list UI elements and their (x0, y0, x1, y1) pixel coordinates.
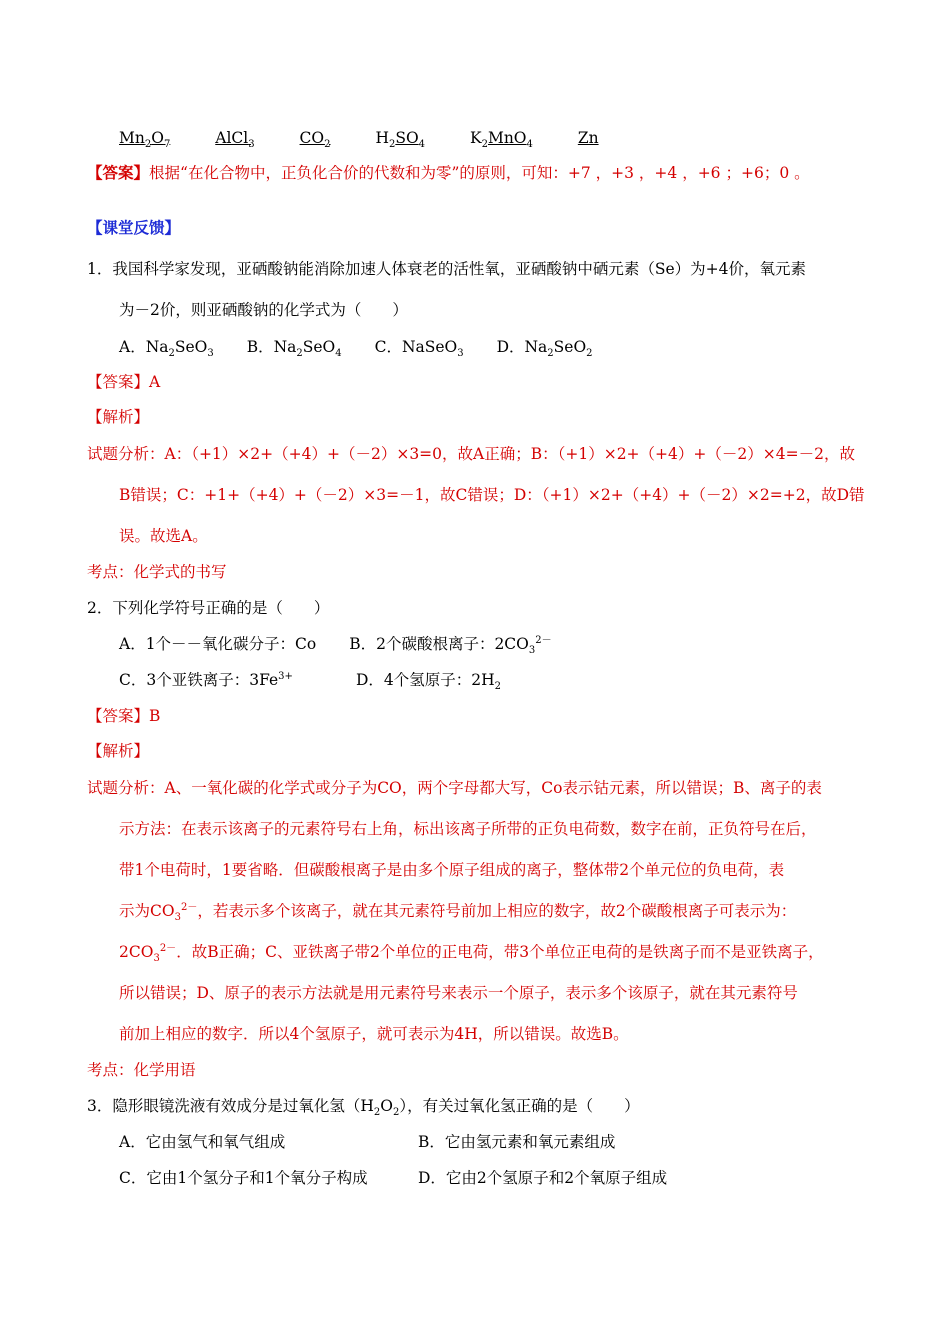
q3-option-c: C．它由1个氢分子和1个氧分子构成 (119, 1169, 368, 1187)
q1-option-d: D．$Na_2SeO_2$ (496, 338, 593, 360)
q1-kaodian: 考点：化学式的书写 (87, 563, 227, 581)
q1-answer: 【答案】A (87, 373, 161, 391)
q2-option-d: D．4个氢原子：$2H_2$ (356, 671, 502, 693)
q2-kaodian: 考点：化学用语 (87, 1061, 196, 1079)
formula-h2so4: $H_2SO_4$ (375, 129, 426, 151)
q1-stem-line2: 为－2价，则亚硒酸钠的化学式为（ ） (119, 301, 408, 319)
q1-option-c: C．NaSeO$_3$ (374, 338, 464, 360)
q2-analysis-line7: 前加上相应的数字．所以4个氢原子，就可表示为4H，所以错误。故选B。 (119, 1025, 629, 1043)
formula-zn: Zn (577, 129, 599, 147)
formula-row (119, 127, 639, 149)
answer-valence (87, 162, 810, 184)
answer-text: 根据“在化合物中，正负化合价的代数和为零”的原则，可知：+7 ，+3 ，+4 ，+6 ；+6；0 。 (149, 164, 810, 182)
q1-analysis-line1: 试题分析：A：（+1）×2+（+4）+（－2）×3=0，故A正确；B：（+1）×2+（+4）+（－2）×4=－2，故 (87, 445, 855, 463)
q1-option-a: A．$Na_2SeO_3$ (119, 338, 214, 360)
q2-analysis-line1: 试题分析：A、一氧化碳的化学式或分子为CO，两个字母都大写，Co表示钴元素，所以错误；B、离子的表 (87, 779, 822, 797)
q2-analysis-line6: 所以错误；D、原子的表示方法就是用元素符号来表示一个原子，表示多个该原子，就在其元素符号 (119, 984, 798, 1002)
section-title: 【课堂反馈】 (87, 218, 181, 237)
formula-alcl3: AlCl$_3$ (215, 129, 255, 151)
q1-analysis-line3: 误。故选A。 (119, 527, 208, 545)
q2-analysis-line2: 示方法：在表示该离子的元素符号右上角，标出该离子所带的正负电荷数，数字在前，正负符号在后， (119, 820, 817, 838)
q2-options-row1 (119, 633, 552, 655)
q2-answer: 【答案】B (87, 707, 161, 725)
q1-options (119, 336, 593, 358)
q2-option-a: A．1个－－氧化碳分子：Co (119, 635, 317, 653)
q2-analysis-line3: 带1个电荷时，1要省略．但碳酸根离子是由多个原子组成的离子，整体带2个单元位的负电荷，表 (119, 861, 785, 879)
q1-stem-line1: 1．我国科学家发现，亚硒酸钠能消除加速人体衰老的活性氧，亚硒酸钠中硒元素（Se）为+4价，氧元素 (87, 260, 807, 278)
q3-option-b: B．它由氢元素和氧元素组成 (418, 1133, 616, 1151)
q1-option-b: B．$Na_2SeO_4$ (246, 338, 342, 360)
q2-stem: 2．下列化学符号正确的是（ ） (87, 599, 330, 617)
q3-options-row1 (119, 1131, 615, 1153)
answer-tag: 【答案】 (87, 163, 150, 182)
q1-analysis-line2: B错误；C：+1+（+4）+（－2）×3=－1，故C错误；D：（+1）×2+（+4）+（－2）×2=+2，故D错 (119, 486, 865, 504)
q3-option-a: A．它由氢气和氧气组成 (119, 1133, 286, 1151)
q1-analysis-tag: 【解析】 (87, 408, 150, 426)
q2-options-row2 (119, 669, 501, 691)
q2-option-c: C．3个亚铁离子：$3Fe^{3+}$ (119, 670, 293, 689)
q2-analysis-line4: 示为$CO_3^{2-}$，若表示多个该离子，就在其元素符号前加上相应的数字，故2个碳酸根离子可表示为： (119, 901, 797, 924)
formula-co2: $CO_2$ (299, 129, 331, 151)
q3-stem: 3．隐形眼镜洗液有效成分是过氧化氢$(H_2O_2)$，有关过氧化氢正确的是（ ） (87, 1097, 640, 1119)
q2-option-b: B．2个碳酸根离子：$2CO_3^{2-}$ (349, 634, 552, 657)
q3-options-row2 (119, 1167, 667, 1189)
formula-k2mno4: $K_2MnO_4$ (469, 129, 533, 151)
q3-option-d: D．它由2个氢原子和2个氧原子组成 (418, 1169, 668, 1187)
q2-analysis-tag: 【解析】 (87, 742, 150, 760)
q2-analysis-line5: $2CO_3^{2-}$．故B正确；C、亚铁离子带2个单位的正电荷，带3个单位正电荷的是铁离子而不是亚铁离子， (119, 942, 824, 965)
formula-mn2o7: $Mn_2O_7$ (119, 129, 171, 151)
